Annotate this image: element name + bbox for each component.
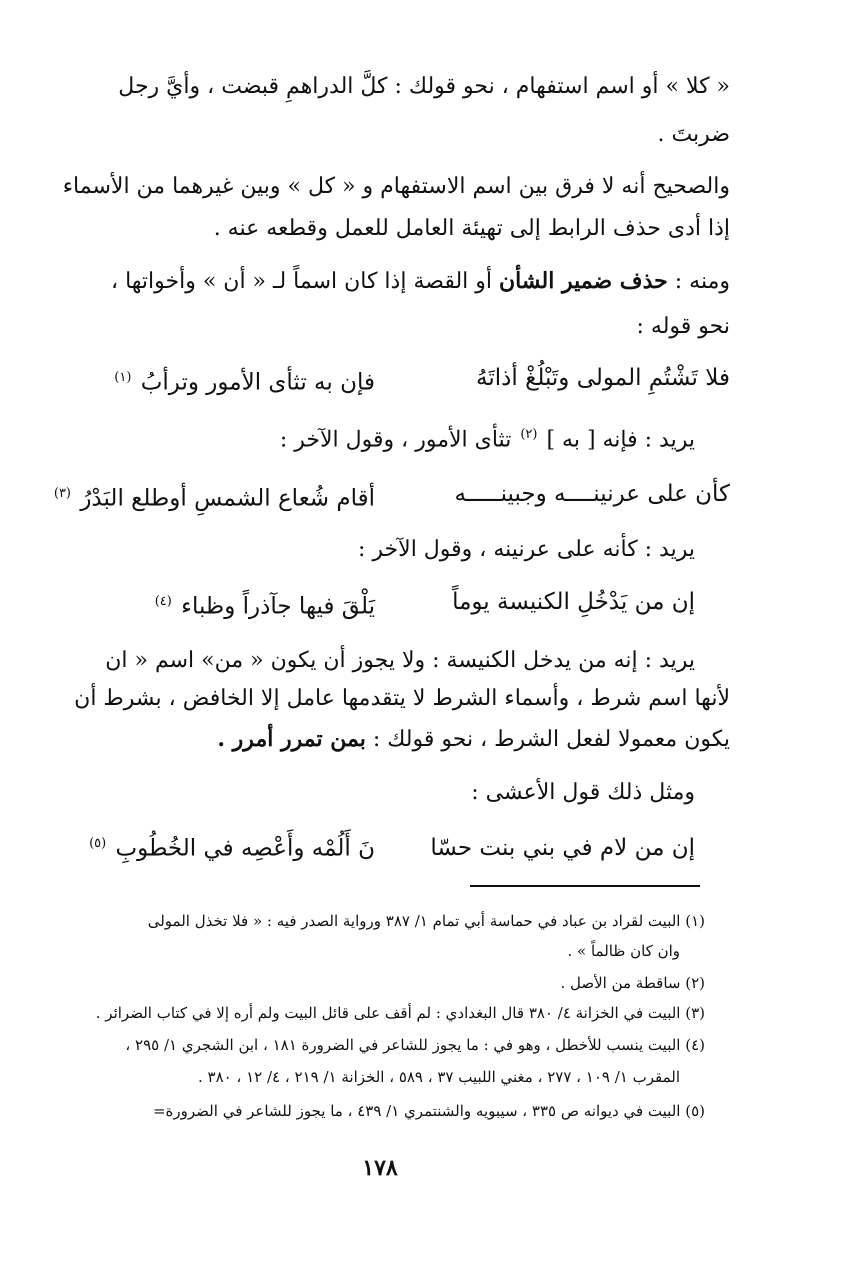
verse-hemistich-right: إن من لام في بني بنت حسّا	[430, 835, 695, 861]
text-span: يريد : فإنه [ به ]	[546, 427, 695, 453]
verse-hemistich-left	[52, 478, 375, 515]
text-line: والصحيح أنه لا فرق بين اسم الاستفهام و « كل » وبين غيرهما من الأسماء	[62, 174, 730, 199]
verse-hemistich-right: إن من يَدْخُلِ الكنيسة يوماً	[452, 589, 695, 615]
footnote-line: المقرب ١/ ١٠٩ ، ٢٧٧ ، مغني اللبيب ٣٧ ، ٥٨٩ ، الخزانة ١/ ٢١٩ ، ٤/ ١٢ ، ٣٨٠ .	[198, 1068, 680, 1086]
verse-hemistich-left	[153, 586, 375, 623]
footnote-line: (١) البيت لقراد بن عباد في حماسة أبي تمام ١/ ٣٨٧ ورواية الصدر فيه : « فلا تخذل المولى	[147, 912, 705, 930]
text-span: يكون معمولا لفعل الشرط ، نحو قولك :	[372, 727, 730, 752]
footnote-line: (٢) ساقطة من الأصل .	[560, 974, 705, 992]
footnote-ref: (٤)	[154, 594, 172, 609]
footnote-separator	[470, 885, 700, 887]
text-line	[217, 724, 730, 755]
text-span: تثأى الأمور ، وقول الآخر :	[279, 427, 512, 453]
verse-text: يَلْقَ فيها جآذراً وظباء	[181, 593, 375, 620]
verse-text: فإن به تثأى الأمور وترأبُ	[140, 369, 375, 396]
text-line: ضربتَ .	[657, 122, 730, 147]
text-line: ومثل ذلك قول الأعشى :	[471, 780, 695, 805]
verse-text: أقام شُعاع الشمسِ أوطلع البَدْرُ	[80, 485, 375, 512]
text-line: نحو قوله :	[636, 314, 730, 339]
footnote-ref: (٢)	[520, 427, 538, 442]
text-line: لأنها اسم شرط ، وأسماء الشرط لا يتقدمها عامل إلا الخافض ، بشرط أن	[74, 686, 730, 711]
bold-term: حذف ضمير الشأن	[499, 268, 668, 294]
text-line	[280, 420, 695, 455]
text-line: يريد : إنه من يدخل الكنيسة : ولا يجوز أن يكون « من» اسم « ان	[105, 648, 695, 673]
verse-hemistich-left	[87, 828, 375, 865]
verse-hemistich-right: فلا تَشْتُمِ المولى وتَبْلُغْ أذاتَهُ	[476, 365, 730, 391]
footnote-line: (٥) البيت في ديوانه ص ٣٣٥ ، سيبويه والشنتمري ١/ ٤٣٩ ، ما يجوز للشاعر في الضرورة=	[152, 1102, 705, 1120]
footnote-ref: (٥)	[89, 836, 107, 851]
text-span: ومنه :	[674, 269, 730, 294]
footnote-ref: (١)	[114, 370, 132, 385]
text-span: أو القصة إذا كان اسماً لـ « أن » وأخواتها ،	[110, 269, 492, 294]
text-line: يريد : كأنه على عرنينه ، وقول الآخر :	[358, 537, 695, 562]
text-line	[111, 266, 730, 297]
page-number: ١٧٨	[362, 1155, 398, 1181]
text-line: إذا أدى حذف الرابط إلى تهيئة العامل للعمل وقطعه عنه .	[213, 216, 730, 241]
verse-text: نَ أَلُمْه وأَعْصِه في الخُطُوبِ	[115, 835, 375, 862]
footnote-ref: (٣)	[53, 486, 71, 501]
verse-hemistich-left	[112, 362, 375, 399]
verse-hemistich-right: كأن على عرنينــــه وجبينـــــه	[454, 481, 730, 507]
footnote-line: (٤) البيت ينسب للأخطل ، وهو في : ما يجوز للشاعر في الضرورة ١٨١ ، ابن الشجري ١/ ٢٩٥ ،	[125, 1036, 705, 1054]
footnote-line: وان كان ظالماً » .	[567, 942, 680, 960]
text-line: « كلا » أو اسم استفهام ، نحو قولك : كلَّ الدراهمِ قبضت ، وأيَّ رجل	[118, 74, 730, 99]
footnote-line: (٣) البيت في الخزانة ٤/ ٣٨٠ قال البغدادي : لم أقف على قائل البيت ولم أره إلا في كتاب الضرائر .	[95, 1004, 705, 1022]
bold-example: بمن تمرر أمرر .	[217, 726, 366, 752]
